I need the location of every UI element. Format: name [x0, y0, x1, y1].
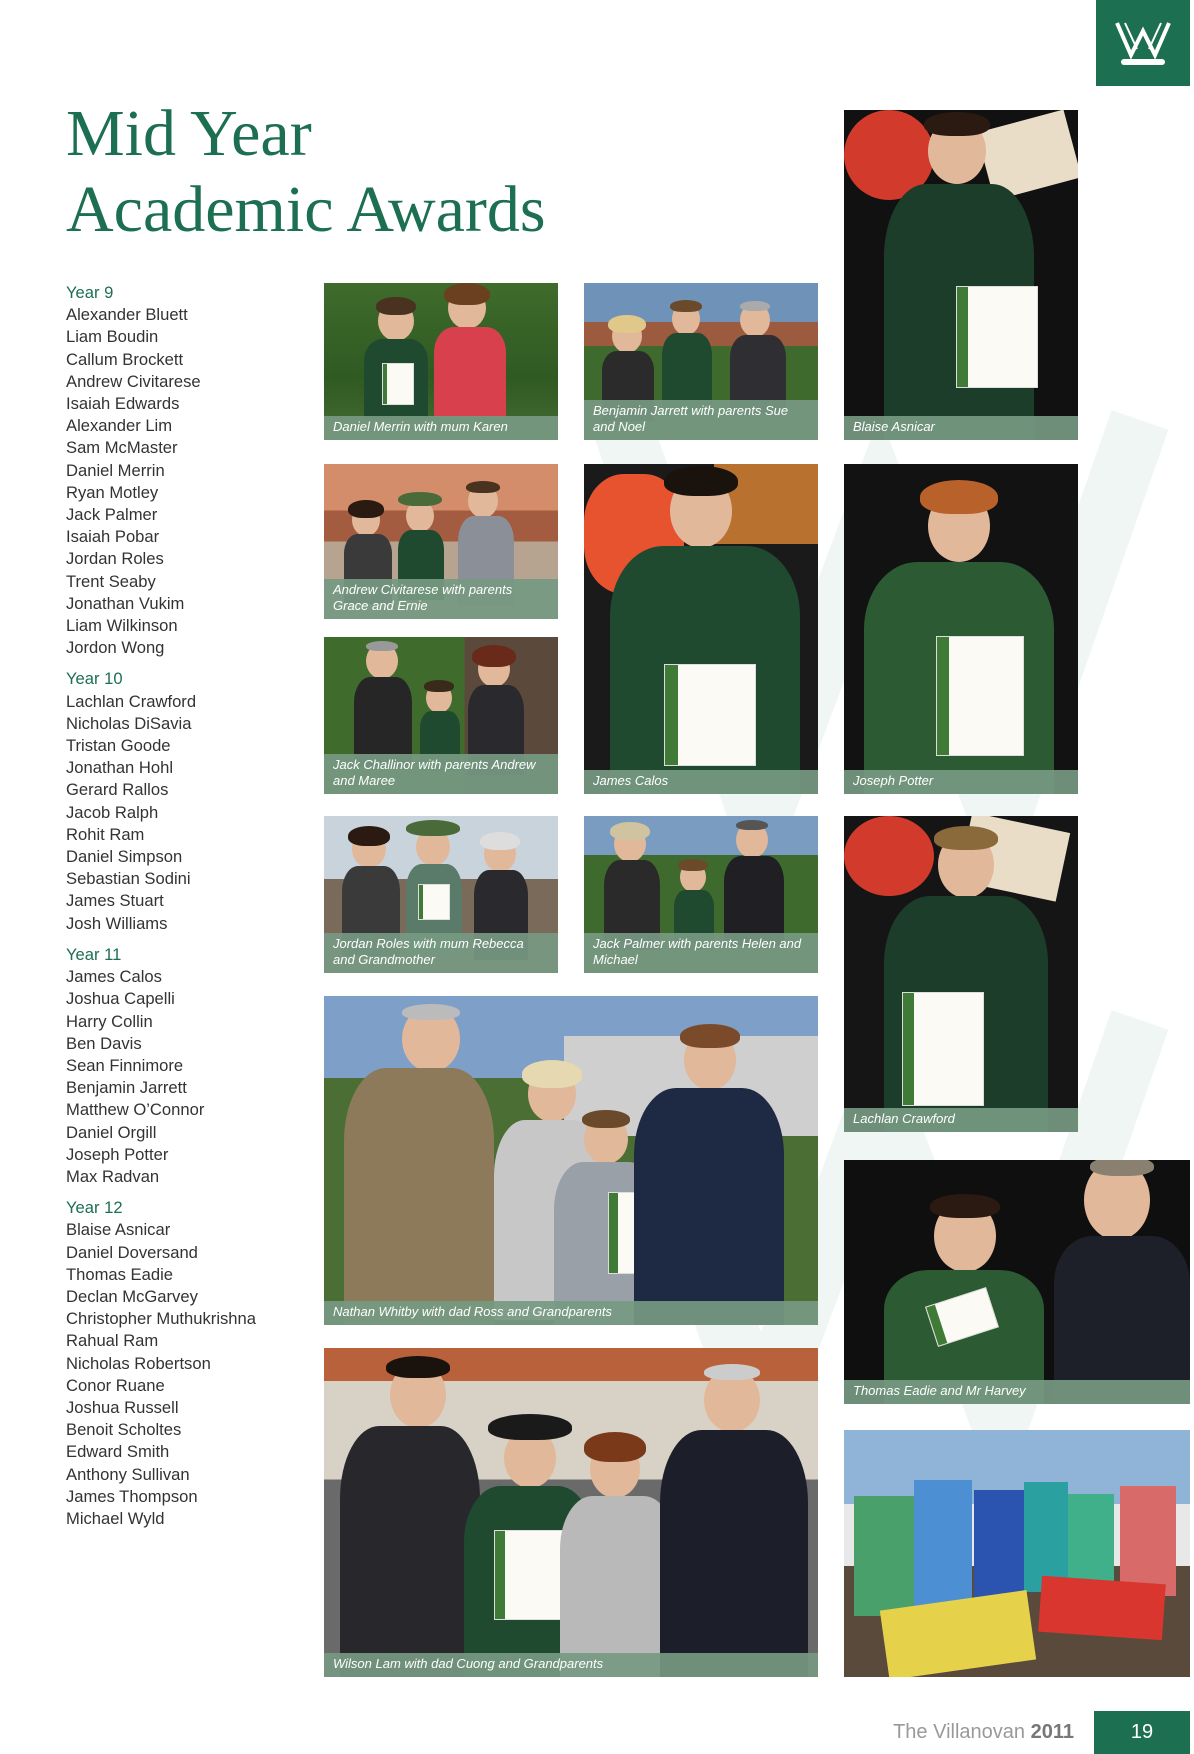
recipient-name: Daniel Merrin	[66, 460, 165, 480]
recipient-name: Jordon Wong	[66, 638, 165, 658]
photo-caption: Thomas Eadie and Mr Harvey	[844, 1380, 1190, 1404]
photo-caption: Nathan Whitby with dad Ross and Grandparents	[324, 1301, 818, 1325]
recipient-name: Joshua Russell	[66, 1397, 179, 1417]
photo-wilson-lam	[324, 1348, 818, 1677]
photo-caption: James Calos	[584, 770, 818, 794]
recipient-name: Conor Ruane	[66, 1375, 165, 1395]
photo-nathan-whitby	[324, 996, 818, 1325]
publication-footer	[884, 1721, 1074, 1744]
recipient-name: Ben Davis	[66, 1033, 142, 1053]
recipient-name: Daniel Simpson	[66, 847, 183, 867]
photo-caption: Jordan Roles with mum Rebecca and Grandmother	[324, 933, 558, 973]
photo-caption: Andrew Civitarese with parents Grace and Ernie	[324, 579, 558, 619]
year-heading: Year 9	[66, 283, 114, 302]
photo-caption: Benjamin Jarrett with parents Sue and Noel	[584, 400, 818, 440]
photo-daniel-merrin	[324, 283, 558, 440]
photo-joseph-potter	[844, 464, 1078, 794]
publication-year: 2011	[1030, 1721, 1074, 1743]
publication-name: The Villanovan	[893, 1721, 1026, 1743]
photo-jordan-roles	[324, 816, 558, 973]
recipient-name: Joshua Capelli	[66, 989, 175, 1009]
recipient-name: Sam McMaster	[66, 438, 178, 458]
recipient-name: Jack Palmer	[66, 505, 158, 525]
recipient-name: Isaiah Pobar	[66, 527, 160, 547]
recipient-name: Liam Boudin	[66, 327, 159, 347]
recipient-name: Benjamin Jarrett	[66, 1078, 187, 1098]
recipient-name: Nicholas Robertson	[66, 1353, 211, 1373]
recipient-name: Rahual Ram	[66, 1331, 159, 1351]
recipient-name: Jonathan Hohl	[66, 758, 174, 778]
photo-caption: Lachlan Crawford	[844, 1108, 1078, 1132]
title-line-2: Academic Awards	[66, 173, 546, 246]
photo-faculty-banners	[844, 1430, 1190, 1677]
recipient-name: Edward Smith	[66, 1442, 170, 1462]
photo-caption: Jack Challinor with parents Andrew and Maree	[324, 754, 558, 794]
recipient-name: James Calos	[66, 967, 162, 987]
recipient-name: Isaiah Edwards	[66, 394, 180, 414]
photo-james-calos	[584, 464, 818, 794]
recipient-name: Harry Collin	[66, 1011, 153, 1031]
recipient-name: Daniel Doversand	[66, 1242, 198, 1262]
recipient-name: James Thompson	[66, 1486, 198, 1506]
recipient-name: Nicholas DiSavia	[66, 713, 192, 733]
recipient-name: Alexander Lim	[66, 416, 173, 436]
recipient-name: Lachlan Crawford	[66, 691, 197, 711]
photo-caption: Joseph Potter	[844, 770, 1078, 794]
year-heading: Year 10	[66, 669, 123, 689]
page-number: 19	[1094, 1711, 1190, 1754]
recipient-name: Josh Williams	[66, 913, 168, 933]
recipient-name: Alexander Bluett	[66, 305, 188, 325]
recipient-name: Max Radvan	[66, 1166, 160, 1186]
recipient-name: Joseph Potter	[66, 1144, 169, 1164]
recipient-name: Matthew O’Connor	[66, 1100, 205, 1120]
photo-blaise-asnicar	[844, 110, 1078, 440]
recipient-name: Liam Wilkinson	[66, 616, 178, 636]
recipient-name: Thomas Eadie	[66, 1264, 173, 1284]
photo-caption: Daniel Merrin with mum Karen	[324, 416, 558, 440]
recipient-name: Jonathan Vukim	[66, 593, 185, 613]
photo-thomas-eadie	[844, 1160, 1190, 1404]
logo-tab	[1096, 0, 1190, 86]
recipient-name: Declan McGarvey	[66, 1286, 198, 1306]
year-heading: Year 11	[66, 944, 122, 964]
photo-caption: Wilson Lam with dad Cuong and Grandparents	[324, 1653, 818, 1677]
recipient-name: Trent Seaby	[66, 571, 156, 591]
title-line-1: Mid Year	[66, 97, 312, 170]
recipient-name: Benoit Scholtes	[66, 1420, 182, 1440]
recipient-name: Tristan Goode	[66, 736, 171, 756]
recipient-name: Jordan Roles	[66, 549, 164, 569]
recipient-name: James Stuart	[66, 891, 164, 911]
villanova-crest-icon	[1111, 15, 1175, 71]
recipient-name: Jacob Ralph	[66, 802, 159, 822]
photo-andrew-civitarese	[324, 464, 558, 619]
recipient-name: Gerard Rallos	[66, 780, 169, 800]
photo-jack-challinor	[324, 637, 558, 794]
recipient-name: Sean Finnimore	[66, 1055, 184, 1075]
year-heading: Year 12	[66, 1198, 123, 1218]
recipient-name: Andrew Civitarese	[66, 371, 201, 391]
award-recipient-list	[66, 282, 306, 1530]
recipient-name: Ryan Motley	[66, 482, 159, 502]
recipient-name: Rohit Ram	[66, 824, 145, 844]
recipient-name: Blaise Asnicar	[66, 1220, 171, 1240]
recipient-name: Sebastian Sodini	[66, 869, 191, 889]
recipient-name: Daniel Orgill	[66, 1122, 157, 1142]
recipient-name: Michael Wyld	[66, 1508, 165, 1528]
photo-caption: Jack Palmer with parents Helen and Michael	[584, 933, 818, 973]
page-title	[66, 96, 586, 248]
recipient-name: Callum Brockett	[66, 349, 184, 369]
photo-lachlan-crawford	[844, 816, 1078, 1132]
photo-benjamin-jarrett	[584, 283, 818, 440]
recipient-name: Anthony Sullivan	[66, 1464, 190, 1484]
photo-caption: Blaise Asnicar	[844, 416, 1078, 440]
photo-jack-palmer	[584, 816, 818, 973]
recipient-name: Christopher Muthukrishna	[66, 1309, 256, 1329]
